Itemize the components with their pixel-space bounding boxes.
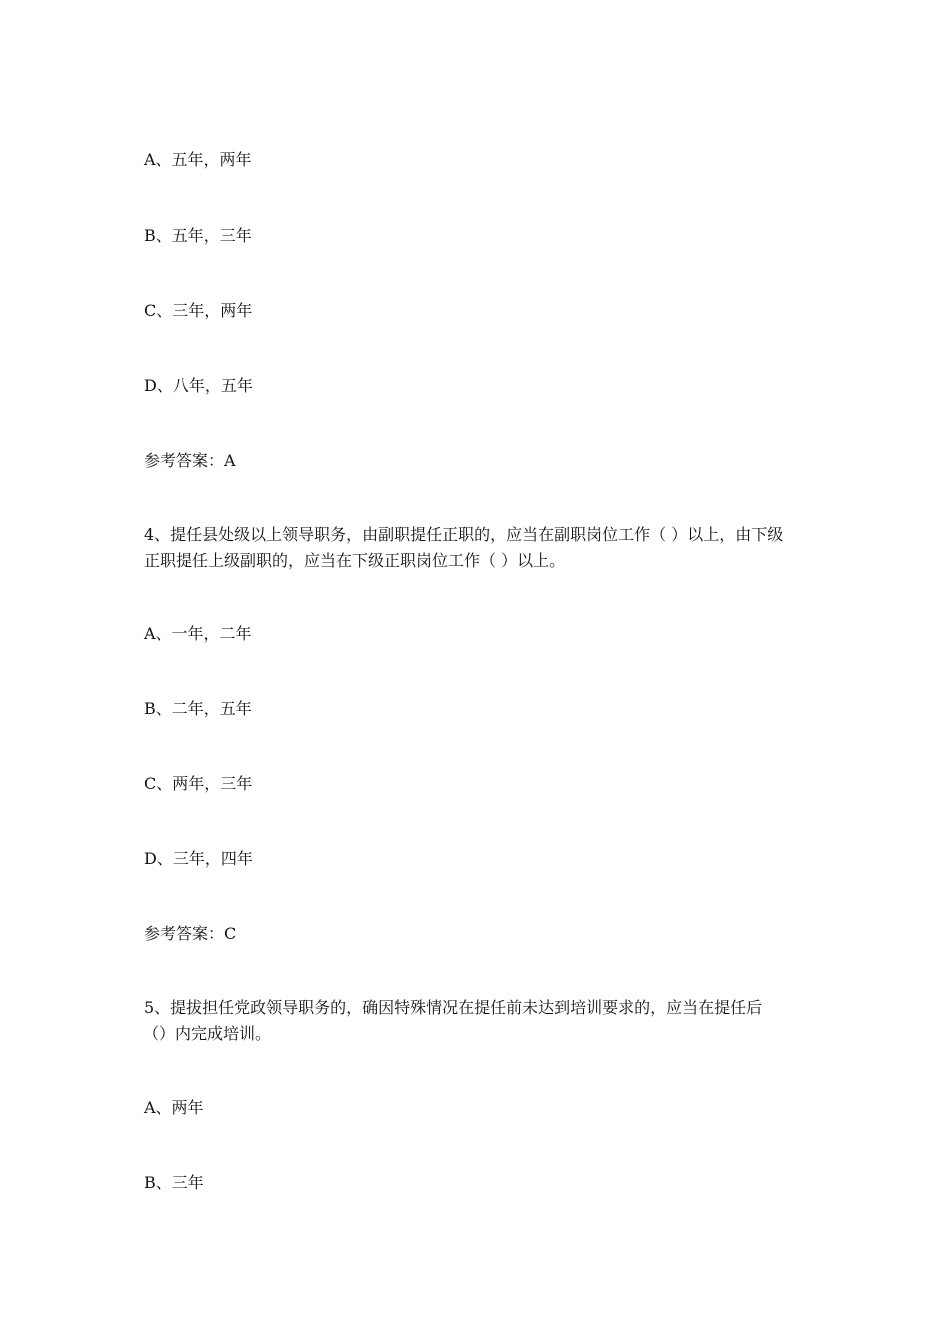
q3-option-a: A、五年，两年: [144, 150, 252, 169]
q4-option-c: C、两年，三年: [144, 774, 253, 793]
q4-stem-line-2: 正职提任上级副职的，应当在下级正职岗位工作（ ）以上。: [144, 551, 566, 570]
q3-option-c: C、三年，两年: [144, 301, 253, 320]
q5-stem-line-1: 5、提拔担任党政领导职务的，确因特殊情况在提任前未达到培训要求的，应当在提任后: [144, 998, 763, 1017]
q3-option-d: D、八年，五年: [144, 376, 253, 395]
q3-answer: 参考答案：A: [144, 451, 236, 470]
q4-stem-line-1: 4、提任县处级以上领导职务，由副职提任正职的，应当在副职岗位工作（ ）以上，由下级: [144, 525, 784, 544]
q5-option-b: B、三年: [144, 1173, 204, 1192]
q5-stem-line-2: （）内完成培训。: [143, 1024, 272, 1043]
q4-option-d: D、三年，四年: [144, 849, 253, 868]
q4-answer: 参考答案：C: [144, 924, 237, 943]
q5-option-a: A、两年: [144, 1098, 204, 1117]
q4-option-a: A、一年，二年: [144, 624, 252, 643]
q4-option-b: B、二年，五年: [144, 699, 252, 718]
q3-option-b: B、五年，三年: [144, 226, 252, 245]
